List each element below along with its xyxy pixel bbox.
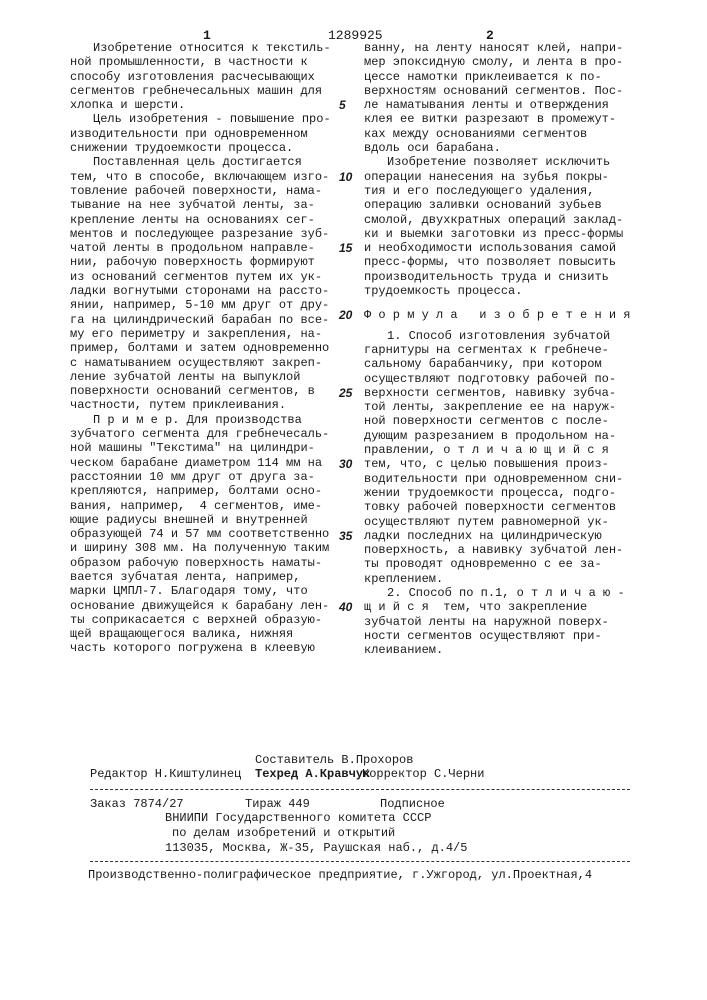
line-number-marker: 40 [339,600,352,614]
line-text: 2. Способ по п.1, о т л и ч а ю - [387,586,625,600]
line-text: ной машины "Текстима" на цилиндри- [70,441,315,455]
line-text: снижении трудоемкости процесса. [70,141,293,155]
line-text: Изобретение относится к текстиль- [93,41,331,55]
line-text: цессе намотки приклеивается к по- [364,70,602,84]
text-line [70,641,331,655]
text-line [364,500,630,514]
text-line [364,270,630,284]
section-heading [364,308,630,322]
line-text: вания, например, 4 сегментов, име- [70,499,322,513]
text-line [364,643,630,657]
line-text: трудоемкость процесса. [364,284,522,298]
text-line [70,141,331,155]
text-line [70,613,331,627]
line-text: Ф о р м у л а и з о б р е т е н и я [364,308,630,322]
line-text: ной промышленности, в частности к [70,55,308,69]
line-text: зубчатого сегмента для гребнечесаль- [70,427,329,441]
line-text: операцию заливки оснований зубьев [364,198,602,212]
line-text: водительности при одновременном сни- [364,472,623,486]
line-text: операции нанесения на зубья покры- [364,170,609,184]
text-line [364,629,630,643]
text-line [364,357,630,371]
line-text: га на цилиндрический барабан по все- [70,313,329,327]
text-line [70,541,331,555]
text-line [364,213,630,227]
divider [90,789,630,790]
order-number: Заказ 7874/27 [90,797,184,811]
patent-number: 1289925 [328,28,383,43]
page-number-right: 2 [486,28,494,43]
line-text: верхности сегментов, навивку зубча- [364,386,616,400]
line-text: крепление ленты на основаниях сег- [70,213,315,227]
text-line [70,341,331,355]
line-text: расстоянии 10 мм друг от друга за- [70,470,315,484]
text-line [364,55,630,69]
line-text: ментов и последующее разрезание зуб- [70,227,329,241]
line-text: ной поверхности сегментов с после- [364,414,609,428]
line-text: частности, путем приклеивания. [70,398,286,412]
line-number-marker: 10 [339,170,352,184]
compiler: Составитель В.Прохоров [255,753,413,767]
line-text: марки ЦМПЛ-7. Благодаря тому, что [70,584,308,598]
text-line [70,98,331,112]
text-line [70,298,331,312]
line-text: пример, болтами и затем одновременно [70,341,329,355]
text-line [364,400,630,414]
line-text: осуществляют путем равномерной ук- [364,515,609,529]
org-line2: по делам изобретений и открытий [172,826,395,840]
line-text: ты соприкасается с верхней образую- [70,613,322,627]
text-line [364,141,630,155]
text-line [70,241,331,255]
line-text: ющие радиусы внешней и внутренней [70,513,308,527]
text-line [364,227,630,241]
divider [90,861,630,862]
line-text: смолой, двухкратных операций заклад- [364,213,623,227]
text-line [364,386,630,400]
line-number-marker: 20 [339,308,352,322]
line-number-marker: 5 [339,98,346,112]
text-line [364,372,630,386]
text-line [364,414,630,428]
text-line [364,70,630,84]
text-line [70,213,331,227]
line-text: сальному барабанчику, при котором [364,357,602,371]
text-line [364,84,630,98]
line-text: ладки последних на цилиндрическую [364,529,602,543]
page-number-left: 1 [203,28,211,43]
line-text: щей вращающегося валика, нижняя [70,627,293,641]
line-text: производительность труда и снизить [364,270,609,284]
line-text: Изобретение позволяет исключить [387,155,610,169]
line-text: вдоль оси барабана. [364,141,501,155]
text-line [70,313,331,327]
text-line [364,184,630,198]
text-line [364,515,630,529]
line-text: вается зубчатая лента, например, [70,570,300,584]
text-line [364,557,630,571]
line-text: верхностям оснований сегментов. Пос- [364,84,623,98]
line-number-marker: 15 [339,241,352,255]
text-line [364,241,630,255]
text-line [70,127,331,141]
line-text: ванну, на ленту наносят клей, напри- [364,41,623,55]
line-text: ты проводят одновременно с ее за- [364,557,602,571]
text-line [70,284,331,298]
line-text: П р и м е р. Для производства [93,413,302,427]
text-line [364,155,630,169]
line-text: и необходимости использования самой [364,241,616,255]
line-text: гарнитуры на сегментах к гребнече- [364,343,609,357]
text-line [70,170,331,184]
text-line [70,198,331,212]
line-text: ле наматывания ленты и отверждения [364,98,609,112]
text-line [70,427,331,441]
text-line [70,627,331,641]
line-text: хлопка и шерсти. [70,98,185,112]
line-text: поверхность, а навивку зубчатой лен- [364,543,623,557]
line-text: дующим разрезанием в продольном на- [364,429,616,443]
text-line [70,227,331,241]
line-text: щ и й с я тем, что закрепление [364,600,587,614]
text-line [70,470,331,484]
line-text: образующей 74 и 57 мм соответственно [70,527,329,541]
line-text: способу изготовления расчесывающих [70,70,315,84]
text-line [70,527,331,541]
text-line [364,98,630,112]
line-text: Поставленная цель достигается [93,155,302,169]
text-line [70,255,331,269]
org-address: 113035, Москва, Ж-35, Раушская наб., д.4/5 [165,841,467,855]
line-text: ление зубчатой ленты на выпуклой [70,370,300,384]
line-text: товку рабочей поверхности сегментов [364,500,616,514]
text-line [70,513,331,527]
text-line [364,586,630,600]
line-text: тем, что в способе, включающем изго- [70,170,329,184]
tech-editor: Техред А.Кравчук [255,767,370,781]
line-text: и ширину 308 мм. На полученную таким [70,541,329,555]
text-line [364,572,630,586]
text-line [70,384,331,398]
text-line [364,170,630,184]
left-column [70,41,331,656]
text-line [364,255,630,269]
line-text: чатой ленты в продольном направле- [70,241,315,255]
line-text: креплением. [364,572,443,586]
line-number-marker: 25 [339,386,352,400]
text-line [70,584,331,598]
circulation: Тираж 449 [245,797,310,811]
line-text: с наматыванием осуществляют закреп- [70,356,322,370]
line-text: ности сегментов осуществляют при- [364,629,602,643]
text-line [70,599,331,613]
text-line [70,84,331,98]
line-text: правлении, о т л и ч а ю щ и й с я [364,443,609,457]
line-text: ческом барабане диаметром 114 мм на [70,456,322,470]
line-text: часть которого погружена в клеевую [70,641,315,655]
text-line [70,112,331,126]
line-text: ки и выемки заготовки из пресс-формы [364,227,623,241]
text-line [70,55,331,69]
line-text: крепляются, например, болтами осно- [70,484,322,498]
line-number-marker: 30 [339,457,352,471]
text-line [70,456,331,470]
line-text: тия и его последующего удаления, [364,184,594,198]
text-line [364,329,630,343]
text-line [364,457,630,471]
line-text: Цель изобретения - повышение про- [93,112,331,126]
text-line [364,284,630,298]
text-line [364,600,630,614]
text-line [70,70,331,84]
line-text: зубчатой ленты на наружной поверх- [364,615,609,629]
text-line [70,270,331,284]
line-text: жении трудоемкости процесса, подго- [364,486,616,500]
text-line [364,486,630,500]
text-line [70,356,331,370]
line-text: сегментов гребнечесальных машин для [70,84,322,98]
text-line [364,429,630,443]
line-text: поверхности оснований сегментов, в [70,384,315,398]
line-text: ках между основаниями сегментов [364,127,587,141]
text-line [364,112,630,126]
line-text: нии, рабочую поверхность формируют [70,255,315,269]
proofreader: Корректор С.Черни [362,767,484,781]
text-line [70,441,331,455]
line-text: основание движущейся к барабану лен- [70,599,329,613]
text-line [70,41,331,55]
text-line [70,484,331,498]
line-text: тем, что, с целью повышения произ- [364,457,609,471]
text-line [70,398,331,412]
text-line [364,472,630,486]
line-text: той ленты, закрепление ее на наруж- [364,400,616,414]
text-line [364,343,630,357]
line-text: клеиванием. [364,643,443,657]
line-text: осуществляют подготовку рабочей по- [364,372,616,386]
text-line [70,327,331,341]
line-text: му его периметру и закрепления, на- [70,327,322,341]
line-text: мер эпоксидную смолу, и лента в про- [364,55,623,69]
line-text: из оснований сегментов путем их ук- [70,270,322,284]
text-line [70,370,331,384]
text-line [70,155,331,169]
line-text: ладки вогнутыми сторонами на рассто- [70,284,329,298]
text-line [70,570,331,584]
text-line [70,184,331,198]
right-column [364,41,630,657]
subscription: Подписное [380,797,445,811]
text-line [70,556,331,570]
org-line1: ВНИИПИ Государственного комитета СССР [165,811,431,825]
text-line [364,127,630,141]
text-line [364,543,630,557]
line-number-marker: 35 [339,529,352,543]
line-text: клея ее витки разрезают в промежут- [364,112,616,126]
line-text: янии, например, 5-10 мм друг от дру- [70,298,329,312]
line-text: тывание на нее зубчатой ленты, за- [70,198,315,212]
line-text: товление рабочей поверхности, нама- [70,184,322,198]
printer: Производственно-полиграфическое предприятие, г.Ужгород, ул.Проектная,4 [88,868,592,882]
line-text: изводительности при одновременном [70,127,308,141]
editor: Редактор Н.Киштулинец [90,767,241,781]
line-text: пресс-формы, что позволяет повысить [364,255,616,269]
text-line [364,198,630,212]
line-text: 1. Способ изготовления зубчатой [387,329,610,343]
text-line [70,499,331,513]
text-line [364,41,630,55]
line-text: образом рабочую поверхность наматы- [70,556,322,570]
text-line [364,443,630,457]
text-line [364,529,630,543]
text-line [70,413,331,427]
text-line [364,615,630,629]
